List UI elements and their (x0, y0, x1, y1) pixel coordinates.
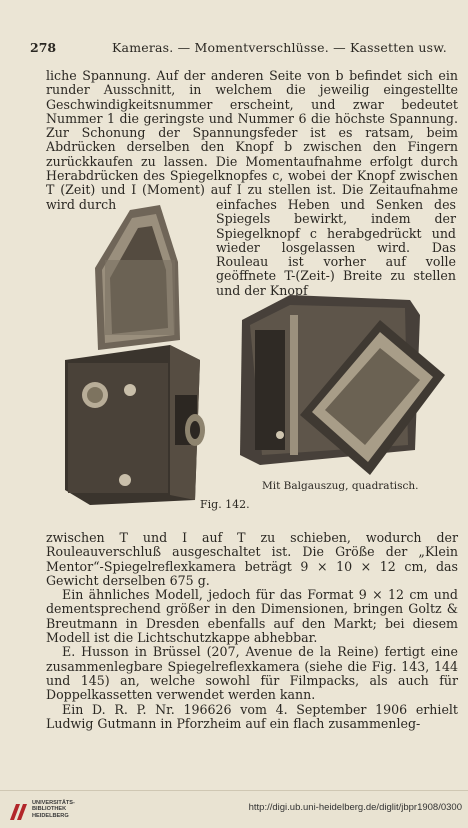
side-paragraph-text: einfaches Heben und Senken des Spiegels bewirkt, indem der Spiegelknopf c herabgedrückt und wieder losgelassen wird. Das Rouleau ist vorher auf volle geöffnete T-(Zeit-) Breite zu stellen und der Knopf (216, 197, 456, 298)
paragraph-group-bottom (46, 531, 458, 731)
footer-bar (0, 790, 468, 828)
permalink-url[interactable]: http://digi.ub.uni-heidelberg.de/diglit/jbpr1908/0300 (248, 802, 462, 813)
paragraph-1 (46, 69, 458, 212)
paragraph-3: Ein ähnliches Modell, jedoch für das Format 9 × 12 cm und dementsprechend größer in den Dimensionen, bringen Goltz & Breutmann in Dresden ebenfalls auf den Markt; bei diesem Modell ist die Lichtschutzkappe abhebbar. (46, 587, 458, 646)
figure-subcaption: Mit Balgauszug, quadratisch. (262, 480, 419, 492)
library-logo-icon[interactable] (8, 800, 30, 822)
page-header (30, 40, 460, 58)
running-title: Kameras. — Momentverschlüsse. — Kassetten usw. (112, 40, 447, 55)
reflex-camera-drawing (65, 205, 205, 505)
library-logo-text: UNIVERSITÄTS- BIBLIOTHEK HEIDELBERG (32, 800, 75, 819)
paragraph-2: zwischen T und I auf T zu schieben, wodurch der Rouleauverschluß ausgeschaltet ist. Die Größe der „Klein Mentor“-Spiegelreflexkamera beträgt 9 × 10 × 12 cm, das Gewicht derselben 675 g. (46, 530, 458, 588)
paragraph-4: E. Husson in Brüssel (207, Avenue de la Reine) fertigt eine zusammenlegbare Spiegelreflexkamera (siehe die Fig. 143, 144 und 145) an, welche sowohl für Filmpacks, als auch für Doppelkassetten verwendet werden kann. (46, 644, 458, 703)
paragraph-5: Ein D. R. P. Nr. 196626 vom 4. September 1906 erhielt Ludwig Gutmann in Pforzheim auf ein flach zusammenleg- (46, 701, 458, 731)
figure-caption: Fig. 142. (200, 498, 250, 511)
page-number: 278 (30, 40, 57, 55)
bellows-camera-drawing (240, 295, 445, 475)
paragraph-1-text: liche Spannung. Auf der anderen Seite von b befindet sich ein runder Ausschnitt, in welchem die jeweilig eingestellte Geschwindigkeitsnummer erscheint, und zwar bedeutet Nummer 1 die geringste und Nummer 6 die höchste Spannung. Zur Schonung der Spannungsfeder ist es ratsam, beim Abdrücken derselben den Knopf b zwischen den Fingern zurückkaufen zu lassen. Die Momentaufnahme erfolgt durch Herabdrücken des Spiegelknopfes c, wobei der Knopf zwischen T (Zeit) und I (Moment) auf I zu stellen ist. Die Zeitaufnahme wird durch (46, 68, 458, 212)
